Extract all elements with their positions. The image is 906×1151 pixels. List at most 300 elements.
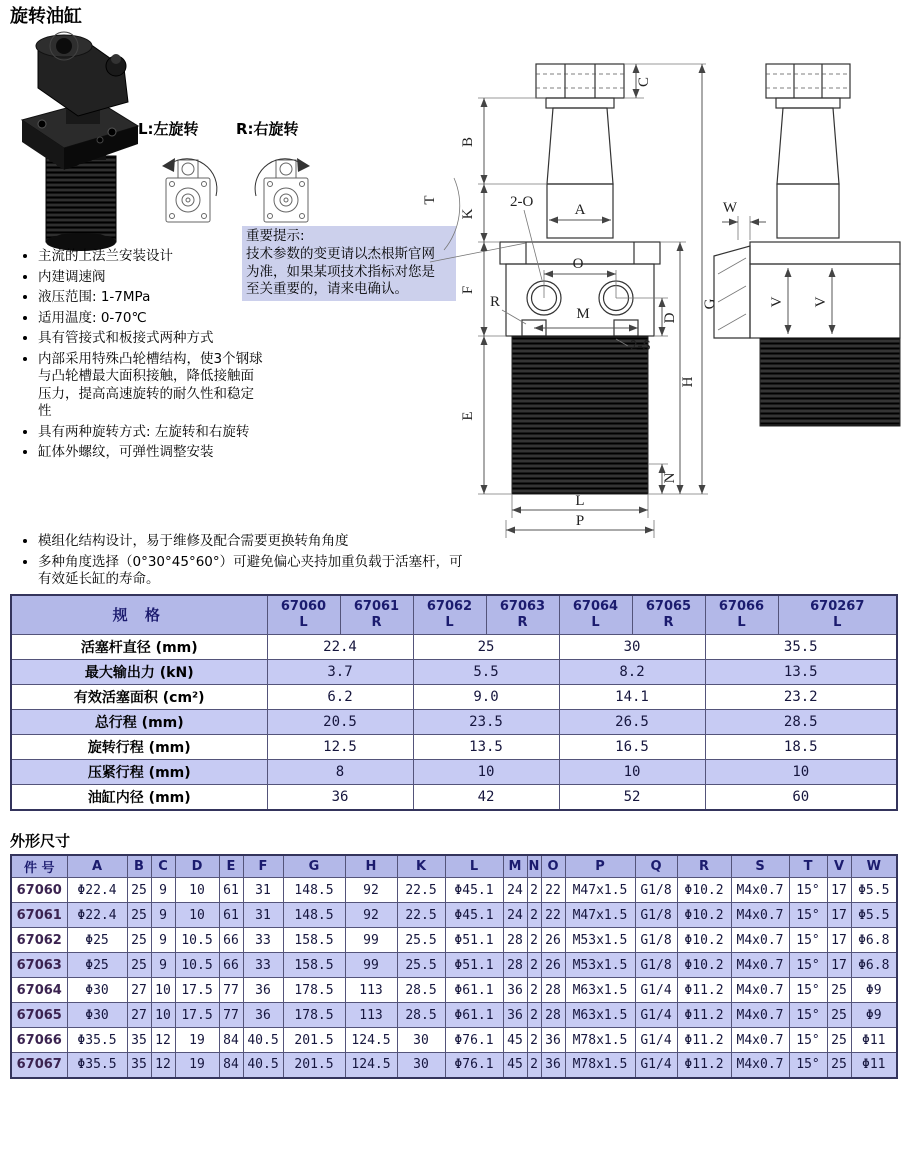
dim-value-cell: Φ11	[851, 1028, 897, 1053]
dim-value-cell: 17	[827, 928, 851, 953]
spec-model-header: 67065 R	[632, 595, 705, 635]
dim-col-header: A	[67, 855, 127, 878]
dim-row	[11, 928, 897, 953]
features-list	[14, 248, 264, 465]
dim-value-cell: 17.5	[175, 1003, 219, 1028]
dim-value-cell: 30	[397, 1053, 445, 1078]
dim-value-cell: Φ35.5	[67, 1028, 127, 1053]
dim-label-w: W	[722, 200, 738, 216]
dim-value-cell: 10	[175, 878, 219, 903]
spec-value-cell: 52	[559, 785, 705, 810]
dim-value-cell: Φ6.8	[851, 928, 897, 953]
dim-value-cell: G1/4	[635, 978, 677, 1003]
features-list-2	[14, 533, 470, 592]
spec-value-cell: 18.5	[705, 735, 897, 760]
spec-value-cell: 3.7	[267, 660, 413, 685]
dim-value-cell: G1/8	[635, 928, 677, 953]
dim-value-cell: 33	[243, 928, 283, 953]
dim-value-cell: 66	[219, 953, 243, 978]
dim-value-cell: 178.5	[283, 978, 345, 1003]
dim-value-cell: Φ22.4	[67, 878, 127, 903]
dim-value-cell: 77	[219, 1003, 243, 1028]
dim-value-cell: 25	[127, 928, 151, 953]
dim-part-number: 67063	[11, 953, 67, 978]
dim-value-cell: 15°	[789, 878, 827, 903]
spec-value-cell: 20.5	[267, 710, 413, 735]
dim-value-cell: 158.5	[283, 953, 345, 978]
dim-value-cell: M47x1.5	[565, 878, 635, 903]
dim-header-row	[11, 855, 897, 878]
dim-value-cell: 10.5	[175, 953, 219, 978]
dim-value-cell: M47x1.5	[565, 903, 635, 928]
dim-value-cell: 27	[127, 1003, 151, 1028]
dim-value-cell: 15°	[789, 978, 827, 1003]
dim-value-cell: 22.5	[397, 878, 445, 903]
spec-row-label: 有效活塞面积 (cm²)	[11, 685, 267, 710]
dim-col-header: V	[827, 855, 851, 878]
spec-row-label: 压紧行程 (mm)	[11, 760, 267, 785]
dim-value-cell: Φ9	[851, 978, 897, 1003]
dim-value-cell: Φ5.5	[851, 903, 897, 928]
dim-value-cell: 31	[243, 878, 283, 903]
dim-value-cell: 15°	[789, 928, 827, 953]
front-view	[430, 64, 660, 494]
spec-table-corner: 规 格	[11, 595, 267, 635]
technical-drawing	[420, 50, 906, 580]
dim-value-cell: 15°	[789, 953, 827, 978]
dim-value-cell: Φ10.2	[677, 928, 731, 953]
dim-value-cell: 61	[219, 903, 243, 928]
dim-label-e: E	[460, 411, 476, 421]
dim-value-cell: 15°	[789, 903, 827, 928]
dim-label-v1: V	[769, 296, 785, 308]
dim-value-cell: 2	[527, 978, 541, 1003]
section-title-dimensions: 外形尺寸	[10, 832, 71, 850]
dim-value-cell: 36	[503, 978, 527, 1003]
dim-value-cell: 22.5	[397, 903, 445, 928]
dim-col-header: O	[541, 855, 565, 878]
dim-row	[11, 1003, 897, 1028]
dim-part-number: 67060	[11, 878, 67, 903]
dim-value-cell: G1/8	[635, 903, 677, 928]
dim-col-header: C	[151, 855, 175, 878]
spec-row	[11, 735, 897, 760]
dim-label-f: F	[460, 285, 476, 295]
dim-value-cell: 25	[127, 953, 151, 978]
spec-value-cell: 13.5	[413, 735, 559, 760]
dim-label-n: N	[662, 472, 678, 484]
feature-item: • 主流的上法兰安装设计	[38, 248, 264, 266]
dim-value-cell: 10	[175, 903, 219, 928]
spec-row-label: 旋转行程 (mm)	[11, 735, 267, 760]
dim-label-l: L	[575, 493, 585, 509]
spec-model-header: 67062 L	[413, 595, 486, 635]
dim-row	[11, 953, 897, 978]
dim-value-cell: 17	[827, 878, 851, 903]
dim-value-cell: Φ10.2	[677, 878, 731, 903]
dim-value-cell: 28	[541, 1003, 565, 1028]
spec-value-cell: 22.4	[267, 635, 413, 660]
dim-value-cell: 28.5	[397, 978, 445, 1003]
dim-value-cell: 77	[219, 978, 243, 1003]
dim-value-cell: Φ61.1	[445, 978, 503, 1003]
dim-value-cell: 35	[127, 1053, 151, 1078]
dim-value-cell: 201.5	[283, 1028, 345, 1053]
dim-col-header: K	[397, 855, 445, 878]
dim-value-cell: M78x1.5	[565, 1028, 635, 1053]
dim-value-cell: 2	[527, 1003, 541, 1028]
dim-col-header: R	[677, 855, 731, 878]
dim-value-cell: M4x0.7	[731, 953, 789, 978]
dim-col-header: Q	[635, 855, 677, 878]
dim-value-cell: Φ76.1	[445, 1053, 503, 1078]
dim-value-cell: Φ30	[67, 978, 127, 1003]
spec-model-header: 67060 L	[267, 595, 340, 635]
spec-value-cell: 25	[413, 635, 559, 660]
spec-value-cell: 6.2	[267, 685, 413, 710]
dim-value-cell: 113	[345, 978, 397, 1003]
spec-value-cell: 5.5	[413, 660, 559, 685]
dim-value-cell: M4x0.7	[731, 978, 789, 1003]
dim-value-cell: 36	[243, 1003, 283, 1028]
dim-value-cell: 26	[541, 953, 565, 978]
dim-value-cell: 30	[397, 1028, 445, 1053]
rotation-right-label: R:右旋转	[236, 120, 299, 138]
dim-value-cell: M4x0.7	[731, 1003, 789, 1028]
dim-label-c: C	[636, 76, 652, 88]
dim-label-h: H	[680, 376, 696, 388]
spec-value-cell: 23.2	[705, 685, 897, 710]
dim-value-cell: 25.5	[397, 953, 445, 978]
spec-table	[10, 594, 898, 811]
dim-col-header: S	[731, 855, 789, 878]
dim-value-cell: M4x0.7	[731, 1053, 789, 1078]
dim-value-cell: 92	[345, 903, 397, 928]
dim-part-number: 67064	[11, 978, 67, 1003]
spec-row	[11, 635, 897, 660]
dim-value-cell: 17	[827, 903, 851, 928]
dim-col-header: E	[219, 855, 243, 878]
dim-value-cell: 36	[243, 978, 283, 1003]
dim-value-cell: 9	[151, 878, 175, 903]
dim-value-cell: 10	[151, 978, 175, 1003]
dim-label-t: T	[422, 195, 438, 205]
dim-part-number: 67066	[11, 1028, 67, 1053]
dim-value-cell: Φ30	[67, 1003, 127, 1028]
dim-value-cell: M78x1.5	[565, 1053, 635, 1078]
dim-value-cell: 148.5	[283, 878, 345, 903]
spec-value-cell: 28.5	[705, 710, 897, 735]
dim-row	[11, 878, 897, 903]
dim-value-cell: G1/8	[635, 878, 677, 903]
spec-model-header: 670267 L	[778, 595, 897, 635]
dim-label-r: R	[490, 294, 501, 310]
spec-row-label: 活塞杆直径 (mm)	[11, 635, 267, 660]
dim-value-cell: Φ11.2	[677, 1053, 731, 1078]
dim-value-cell: Φ25	[67, 928, 127, 953]
spec-value-cell: 10	[705, 760, 897, 785]
dim-value-cell: Φ51.1	[445, 953, 503, 978]
dim-value-cell: 35	[127, 1028, 151, 1053]
spec-row	[11, 785, 897, 810]
feature-item: • 内部采用特殊凸轮槽结构，使3个钢球 与凸轮槽最大面积接触，降低接触面 压力，提高高速旋转的耐久性和稳定性	[38, 351, 264, 421]
dim-value-cell: 15°	[789, 1003, 827, 1028]
dim-value-cell: Φ11.2	[677, 1028, 731, 1053]
dim-value-cell: M63x1.5	[565, 978, 635, 1003]
spec-value-cell: 35.5	[705, 635, 897, 660]
dim-value-cell: 36	[503, 1003, 527, 1028]
spec-value-cell: 42	[413, 785, 559, 810]
dim-value-cell: 9	[151, 928, 175, 953]
dim-col-header: P	[565, 855, 635, 878]
dim-label-m: M	[576, 306, 590, 322]
dim-col-header: D	[175, 855, 219, 878]
dim-value-cell: 2	[527, 878, 541, 903]
dim-row	[11, 1053, 897, 1078]
spec-value-cell: 26.5	[559, 710, 705, 735]
dim-value-cell: 201.5	[283, 1053, 345, 1078]
dim-value-cell: 25.5	[397, 928, 445, 953]
dim-value-cell: 84	[219, 1028, 243, 1053]
dim-value-cell: M53x1.5	[565, 953, 635, 978]
dim-value-cell: 25	[827, 1003, 851, 1028]
dim-value-cell: M4x0.7	[731, 928, 789, 953]
feature-item: • 模组化结构设计，易于维修及配合需要更换转角角度	[38, 533, 470, 551]
spec-row	[11, 660, 897, 685]
dim-value-cell: M4x0.7	[731, 903, 789, 928]
spec-value-cell: 16.5	[559, 735, 705, 760]
cylinder-photo-shape	[22, 32, 138, 251]
spec-value-cell: 13.5	[705, 660, 897, 685]
dim-part-number: 67067	[11, 1053, 67, 1078]
dim-value-cell: M4x0.7	[731, 1028, 789, 1053]
dim-value-cell: Φ11	[851, 1053, 897, 1078]
dim-col-header: M	[503, 855, 527, 878]
dim-value-cell: Φ45.1	[445, 903, 503, 928]
dim-value-cell: 22	[541, 903, 565, 928]
dim-value-cell: 124.5	[345, 1028, 397, 1053]
dim-label-k: K	[460, 208, 476, 220]
dim-value-cell: Φ10.2	[677, 953, 731, 978]
dim-col-header: W	[851, 855, 897, 878]
dim-part-number: 67062	[11, 928, 67, 953]
spec-model-header: 67066 L	[705, 595, 778, 635]
dim-value-cell: 25	[827, 978, 851, 1003]
dim-table	[10, 854, 898, 1079]
notice-title: 重要提示:	[246, 228, 305, 244]
spec-model-header: 67064 L	[559, 595, 632, 635]
dim-value-cell: 25	[827, 1053, 851, 1078]
dim-value-cell: M4x0.7	[731, 878, 789, 903]
side-view	[714, 64, 900, 426]
dim-value-cell: 2	[527, 1053, 541, 1078]
spec-row-label: 油缸内径 (mm)	[11, 785, 267, 810]
dim-part-number: 67061	[11, 903, 67, 928]
dim-value-cell: 84	[219, 1053, 243, 1078]
rotation-right-diagram	[248, 146, 322, 226]
spec-value-cell: 14.1	[559, 685, 705, 710]
spec-value-cell: 10	[413, 760, 559, 785]
dim-value-cell: 99	[345, 928, 397, 953]
dim-value-cell: Φ6.8	[851, 953, 897, 978]
dim-value-cell: M53x1.5	[565, 928, 635, 953]
dim-value-cell: 178.5	[283, 1003, 345, 1028]
spec-value-cell: 12.5	[267, 735, 413, 760]
dim-part-number: 67065	[11, 1003, 67, 1028]
feature-item: • 具有管接式和板接式两种方式	[38, 330, 264, 348]
spec-header-row	[11, 595, 897, 635]
dim-value-cell: 2	[527, 928, 541, 953]
dim-value-cell: 9	[151, 903, 175, 928]
dim-value-cell: 10	[151, 1003, 175, 1028]
dim-value-cell: 124.5	[345, 1053, 397, 1078]
dim-value-cell: 36	[541, 1028, 565, 1053]
dim-value-cell: 26	[541, 928, 565, 953]
spec-value-cell: 36	[267, 785, 413, 810]
dim-col-header: B	[127, 855, 151, 878]
dim-label-p: P	[575, 513, 585, 529]
rotation-left-diagram	[150, 146, 224, 226]
feature-item: • 液压范围: 1-7MPa	[38, 289, 264, 307]
feature-item: • 缸体外螺纹，可弹性调整安装	[38, 444, 264, 462]
rotation-left-label: L:左旋转	[138, 120, 199, 138]
dim-value-cell: Φ11.2	[677, 1003, 731, 1028]
dim-value-cell: 28	[503, 953, 527, 978]
dim-value-cell: Φ5.5	[851, 878, 897, 903]
dim-row	[11, 978, 897, 1003]
spec-value-cell: 60	[705, 785, 897, 810]
spec-model-header: 67061 R	[340, 595, 413, 635]
dim-value-cell: G1/8	[635, 953, 677, 978]
dim-value-cell: M63x1.5	[565, 1003, 635, 1028]
dim-value-cell: Φ76.1	[445, 1028, 503, 1053]
dim-col-header: F	[243, 855, 283, 878]
dim-value-cell: 61	[219, 878, 243, 903]
dim-col-header: H	[345, 855, 397, 878]
spec-value-cell: 30	[559, 635, 705, 660]
dim-value-cell: 27	[127, 978, 151, 1003]
left-rotation-arrow	[162, 158, 175, 172]
spec-model-header: 67063 R	[486, 595, 559, 635]
dim-label-2s: 2-S	[630, 338, 651, 354]
page-title: 旋转油缸	[10, 6, 82, 27]
dim-col-header: G	[283, 855, 345, 878]
dim-value-cell: 19	[175, 1053, 219, 1078]
dim-value-cell: Φ61.1	[445, 1003, 503, 1028]
spec-row	[11, 760, 897, 785]
dim-row	[11, 1028, 897, 1053]
spec-value-cell: 9.0	[413, 685, 559, 710]
spec-value-cell: 10	[559, 760, 705, 785]
spec-row	[11, 685, 897, 710]
dim-value-cell: 25	[827, 1028, 851, 1053]
dim-value-cell: 19	[175, 1028, 219, 1053]
dim-value-cell: 2	[527, 903, 541, 928]
dim-value-cell: Φ25	[67, 953, 127, 978]
dim-value-cell: 31	[243, 903, 283, 928]
spec-value-cell: 8	[267, 760, 413, 785]
dim-value-cell: 22	[541, 878, 565, 903]
dim-label-a: A	[574, 202, 586, 218]
right-rotation-arrow	[297, 158, 310, 172]
dim-value-cell: 148.5	[283, 903, 345, 928]
feature-item: • 具有两种旋转方式: 左旋转和右旋转	[38, 424, 264, 442]
dim-value-cell: Φ51.1	[445, 928, 503, 953]
dim-label-d: D	[662, 312, 678, 324]
dim-value-cell: 2	[527, 1028, 541, 1053]
dim-value-cell: 40.5	[243, 1053, 283, 1078]
dim-value-cell: Φ35.5	[67, 1053, 127, 1078]
dim-value-cell: 66	[219, 928, 243, 953]
dim-col-header: L	[445, 855, 503, 878]
spec-value-cell: 23.5	[413, 710, 559, 735]
product-photo	[12, 24, 144, 252]
dim-value-cell: 17	[827, 953, 851, 978]
dim-value-cell: 33	[243, 953, 283, 978]
dim-value-cell: Φ9	[851, 1003, 897, 1028]
dim-value-cell: 36	[541, 1053, 565, 1078]
dim-col-header: T	[789, 855, 827, 878]
dim-value-cell: 28.5	[397, 1003, 445, 1028]
notice-body: 技术参数的变更请以杰根斯官网 为准，如果某项技术指标对您是 至关重要的，请来电确认。	[246, 245, 435, 298]
spec-row-label: 最大输出力 (kN)	[11, 660, 267, 685]
dim-value-cell: 24	[503, 878, 527, 903]
dim-col-header: 件 号	[11, 855, 67, 878]
dim-value-cell: 28	[503, 928, 527, 953]
dim-value-cell: 158.5	[283, 928, 345, 953]
dim-value-cell: 9	[151, 953, 175, 978]
dim-col-header: N	[527, 855, 541, 878]
dim-value-cell: G1/4	[635, 1003, 677, 1028]
dim-value-cell: 113	[345, 1003, 397, 1028]
dim-value-cell: Φ11.2	[677, 978, 731, 1003]
dim-value-cell: 25	[127, 903, 151, 928]
dim-label-b: B	[460, 136, 476, 148]
feature-item: • 适用温度: 0-70℃	[38, 310, 264, 328]
dim-row	[11, 903, 897, 928]
dim-value-cell: 99	[345, 953, 397, 978]
dim-value-cell: 25	[127, 878, 151, 903]
dim-value-cell: 17.5	[175, 978, 219, 1003]
dim-value-cell: 24	[503, 903, 527, 928]
dim-value-cell: 12	[151, 1053, 175, 1078]
dim-value-cell: 2	[527, 953, 541, 978]
dim-label-g: G	[702, 298, 718, 310]
dim-value-cell: G1/4	[635, 1053, 677, 1078]
dim-value-cell: Φ10.2	[677, 903, 731, 928]
dim-value-cell: 10.5	[175, 928, 219, 953]
dim-value-cell: 12	[151, 1028, 175, 1053]
dim-value-cell: Φ22.4	[67, 903, 127, 928]
dim-label-o: O	[572, 256, 584, 272]
dim-value-cell: 45	[503, 1028, 527, 1053]
dim-label-v2: V	[813, 296, 829, 308]
feature-item: • 内建调速阀	[38, 269, 264, 287]
feature-item: • 多种角度选择（0°30°45°60°）可避免偏心夹持加重负载于活塞杆，可有效延长缸的寿命。	[38, 554, 470, 589]
spec-row	[11, 710, 897, 735]
spec-row-label: 总行程 (mm)	[11, 710, 267, 735]
spec-value-cell: 8.2	[559, 660, 705, 685]
dim-value-cell: 40.5	[243, 1028, 283, 1053]
dim-value-cell: Φ45.1	[445, 878, 503, 903]
dim-value-cell: 28	[541, 978, 565, 1003]
dim-value-cell: 92	[345, 878, 397, 903]
dim-value-cell: 15°	[789, 1053, 827, 1078]
dim-label-2o: 2-O	[510, 194, 534, 210]
dim-value-cell: 15°	[789, 1028, 827, 1053]
dim-value-cell: 45	[503, 1053, 527, 1078]
dim-value-cell: G1/4	[635, 1028, 677, 1053]
